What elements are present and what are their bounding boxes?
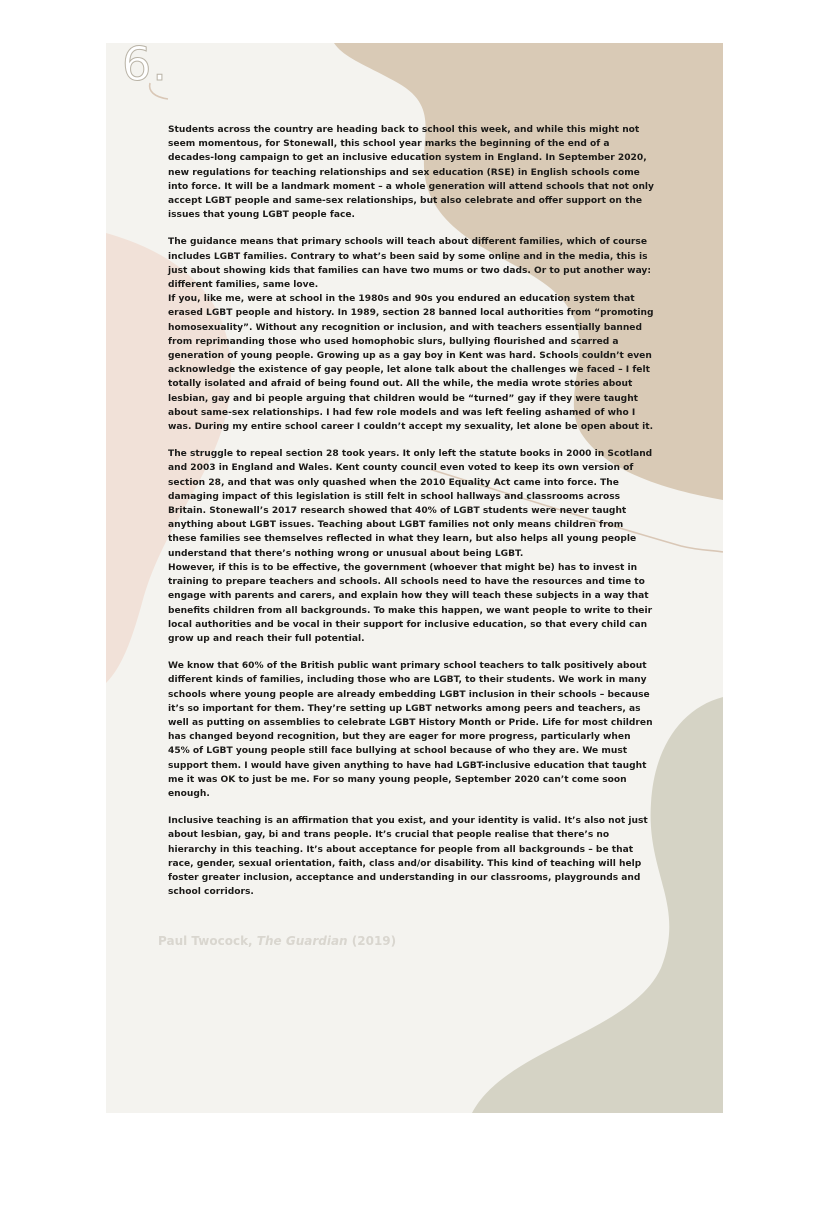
article-body xyxy=(168,123,655,912)
attribution-year: (2019) xyxy=(347,934,397,948)
article-paragraph: We know that 60% of the British public want primary school teachers to talk positively about different kinds of families, including those who are LGBT, to their students. We work in many schools where young people are already embedding LGBT inclusion in their schools – because it’s so important for them. They’re setting up LGBT networks among peers and teachers, as well as putting on assemblies to celebrate LGBT History Month or Pride. Life for most children has changed beyond recognition, but they are eager for more progress, particularly when 45% of LGBT young people still face bullying at school because of who they are. We must support them. I would have given anything to have had LGBT-inclusive education that taught me it was OK to just be me. For so many young people, September 2020 can’t come soon enough. xyxy=(168,661,653,799)
article-paragraph: The struggle to repeal section 28 took years. It only left the statute books in 2000 in Scotland and 2003 in England and Wales. Kent county council even voted to keep its own version of section 28, and that was only quashed when the 2010 Equality Act came into force. The damaging impact of this legislation is still felt in school hallways and classrooms across Britain. Stonewall’s 2017 research showed that 40% of LGBT students were never taught anything about LGBT issues. Teaching about LGBT families not only means children from these families see themselves reflected in what they learn, but also helps all young people understand that there’s nothing wrong or unusual about being LGBT. xyxy=(168,449,653,559)
document-page xyxy=(106,43,723,1113)
attribution xyxy=(158,934,396,948)
page-number: 6. xyxy=(122,43,168,91)
article-paragraph: However, if this is to be effective, the government (whoever that might be) has to invest in training to prepare teachers and schools. All schools need to have the resources and time to engage with parents and carers, and explain how they will teach these subjects in a way that benefits children from all backgrounds. To make this happen, we want people to write to their local authorities and be vocal in their support for inclusive education, so that every child can grow up and reach their full potential. xyxy=(168,562,653,644)
article-paragraph: The guidance means that primary schools will teach about different families, which of course includes LGBT families. Contrary to what’s been said by some online and in the media, this is just about showing kids that families can have two mums or two dads. Or to put another way: different families, same love. xyxy=(168,237,651,291)
article-paragraph: If you, like me, were at school in the 1980s and 90s you endured an education system that erased LGBT people and history. In 1989, section 28 banned local authorities from “promoting homosexuality”. Without any recognition or inclusion, and with teachers essentially banned from reprimanding those who used homophobic slurs, bullying flourished and scarred a generation of young people. Growing up as a gay boy in Kent was hard. Schools couldn’t even acknowledge the existence of gay people, let alone talk about the challenges we faced – I felt totally isolated and afraid of being found out. All the while, the media wrote stories about lesbian, gay and bi people arguing that children would be “turned” gay if they were taught about same-sex relationships. I had few role models and was left feeling ashamed of who I was. During my entire school career I couldn’t accept my sexuality, let alone be open about it. xyxy=(168,294,654,433)
article-paragraph: Inclusive teaching is an affirmation that you exist, and your identity is valid. It’s also not just about lesbian, gay, bi and trans people. It’s crucial that people realise that there’s no hierarchy in this teaching. It’s about acceptance for people from all backgrounds – be that race, gender, sexual orientation, faith, class and/or disability. This kind of teaching will help foster greater inclusion, acceptance and understanding in our classrooms, playgrounds and school corridors. xyxy=(168,816,648,898)
article-paragraph: Students across the country are heading back to school this week, and while this might not seem momentous, for Stonewall, this school year marks the beginning of the end of a decades-long campaign to get an inclusive education system in England. In September 2020, new regulations for teaching relationships and sex education (RSE) in English schools come into force. It will be a landmark moment – a whole generation will attend schools that not only accept LGBT people and same-sex relationships, but also celebrate and offer support on the issues that young LGBT people face. xyxy=(168,125,654,221)
attribution-author: Paul Twocock, xyxy=(158,934,257,948)
attribution-publication: The Guardian xyxy=(256,934,348,948)
